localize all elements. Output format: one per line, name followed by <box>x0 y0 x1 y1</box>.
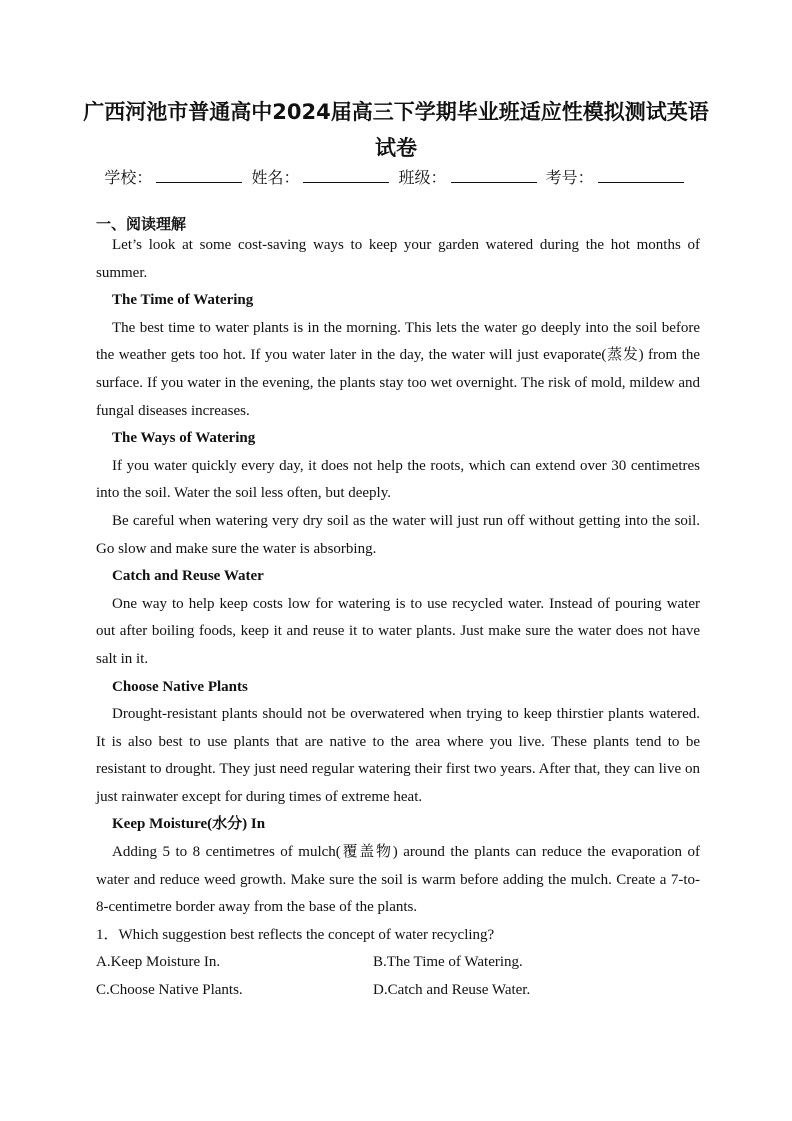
paragraph: The best time to water plants is in the morning. This lets the water go deeply into the soil before the weather gets too hot. If you water later in the day, the water will just evaporate(蒸发) from the surface. If you water in the evening, the plants stay too wet overnight. The risk of mold, mildew and fungal diseases increases. <box>96 319 700 419</box>
subheading-native: Choose Native Plants <box>112 678 248 695</box>
question-stem: 1．Which suggestion best reflects the concept of water recycling? <box>96 926 495 943</box>
option-b[interactable]: B.The Time of Watering. <box>373 954 523 971</box>
name-blank[interactable] <box>303 166 389 183</box>
exam-number-label: 考号： <box>545 168 594 187</box>
school-label: 学校： <box>104 168 153 187</box>
option-a[interactable]: A.Keep Moisture In. <box>96 954 221 971</box>
name-label: 姓名： <box>251 168 300 187</box>
class-blank[interactable] <box>451 166 537 183</box>
subheading-reuse: Catch and Reuse Water <box>112 568 264 585</box>
subheading-time: The Time of Watering <box>112 292 254 309</box>
paragraph: Drought-resistant plants should not be overwatered when trying to keep thirstier plants watered. It is also best to use plants that are native to the area where you live. These plants tend to be resistant to drought. They just need regular watering their first two years. After that, they can live on just rainwater except for during times of extreme heat. <box>96 706 700 805</box>
exam-title: 广西河池市普通高中2024届高三下学期毕业班适应性模拟测试英语试卷 <box>83 100 709 160</box>
section-heading: 一、阅读理解 <box>96 215 187 233</box>
paragraph: Adding 5 to 8 centimetres of mulch(覆盖物) around the plants can reduce the evaporation of water and reduce weed growth. Make sure the soil is warm before adding the mulch. Create a 7-to-8-centimetre border away from the base of the plants. <box>96 844 700 916</box>
school-blank[interactable] <box>156 166 242 183</box>
option-d[interactable]: D.Catch and Reuse Water. <box>373 982 531 999</box>
exam-number-blank[interactable] <box>598 166 684 183</box>
student-info-line <box>0 166 792 190</box>
option-c[interactable]: C.Choose Native Plants. <box>96 982 243 999</box>
subheading-ways: The Ways of Watering <box>112 430 256 447</box>
paragraph: Be careful when watering very dry soil as the water will just run off without getting into the soil. Go slow and make sure the water is absorbing. <box>96 512 700 557</box>
subheading-moisture: Keep Moisture(水分) In <box>112 816 266 833</box>
class-label: 班级： <box>398 168 447 187</box>
paragraph: One way to help keep costs low for watering is to use recycled water. Instead of pouring water out after boiling foods, keep it and reuse it to water plants. Just make sure the water does not have salt in it. <box>96 595 700 667</box>
passage <box>96 232 700 1005</box>
intro-paragraph: Let’s look at some cost-saving ways to keep your garden watered during the hot months of summer. <box>96 237 700 281</box>
paragraph: If you water quickly every day, it does not help the roots, which can extend over 30 centimetres into the soil. Water the soil less often, but deeply. <box>96 457 700 502</box>
answer-options <box>96 949 700 1004</box>
